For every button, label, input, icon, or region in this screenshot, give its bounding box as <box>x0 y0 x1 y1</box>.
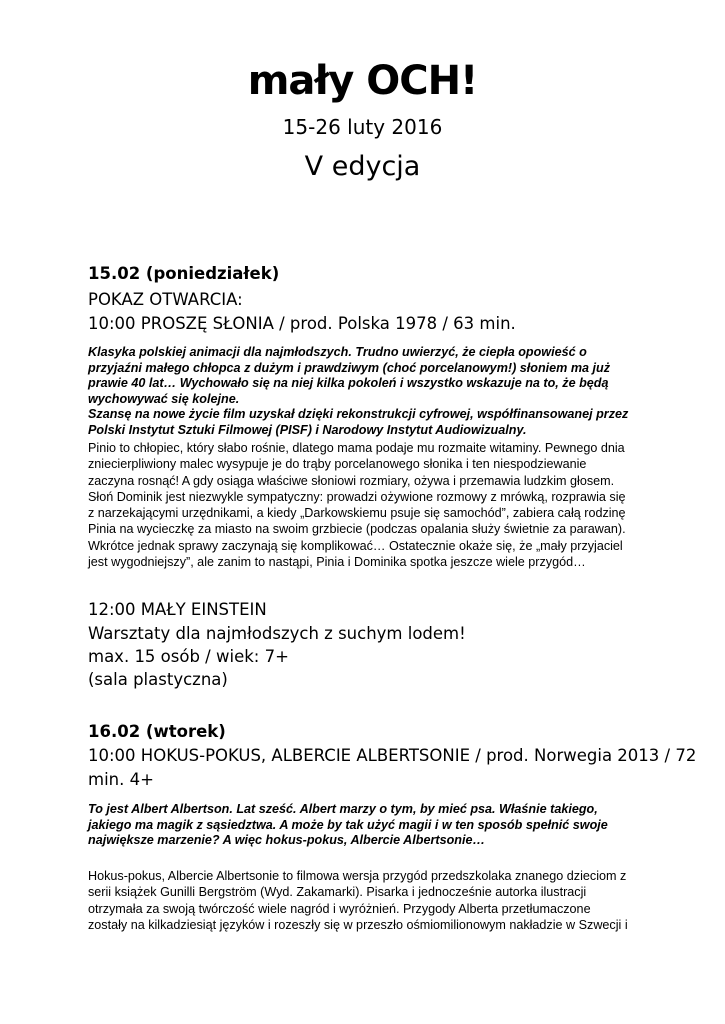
description-line: Słoń Dominik jest niezwykle sympatyczny: prowadzi ożywione rozmowy z mrówką, rozprawia się <box>88 489 626 504</box>
festival-title: mały OCH! <box>247 58 478 104</box>
workshop-limits: max. 15 osób / wiek: 7+ <box>88 647 289 666</box>
description-line: Pinio to chłopiec, który słabo rośnie, dlatego mama podaje mu rozmaite witaminy. Pewnego dnia <box>88 441 625 455</box>
blurb-line: największe marzenie? A więc hokus-pokus, Albercie Albertsonie… <box>88 833 486 848</box>
day1-opening-label: POKAZ OTWARCIA: <box>88 290 243 309</box>
description-line: jest wygodniejszy”, ale zanim to nastąpi, Pinia i Dominika spotka jeszcze wiele przygód… <box>88 555 586 570</box>
description-line: serii książek Gunilli Bergström (Wyd. Zakamarki). Pisarka i jednocześnie autorka ilustracji <box>88 885 587 900</box>
festival-dates: 15-26 luty 2016 <box>282 115 443 139</box>
day1-event1-blurb <box>88 345 648 439</box>
blurb-line: Szansę na nowe życie film uzyskał dzięki rekonstrukcji cyfrowej, współfinansowanej przez <box>88 407 629 422</box>
description-line: zaczyna rosnąć! A gdy osiąga właściwe słoniowi rozmiary, ożywa i przemawia ludzkim głosem. <box>88 473 615 488</box>
day2-event-title-line2: min. 4+ <box>88 770 154 789</box>
blurb-line: Klasyka polskiej animacji dla najmłodszych. Trudno uwierzyć, że ciepła opowieść o <box>88 345 587 359</box>
description-line: Hokus-pokus, Albercie Albertsonie to filmowa wersja przygód przedszkolaka znanego dzieciom z <box>88 869 627 883</box>
description-line: Wkrótce jednak sprawy zaczynają się komplikować… Ostatecznie okaże się, że „mały przyjaciel <box>88 538 623 553</box>
blurb-line: wychowywać się kolejne. <box>88 391 240 406</box>
description-line: Pinia na wycieczkę za miasto na swoim grzbiecie (podczas opalania służy świetnie za parawan). <box>88 522 626 537</box>
blurb-line: Polski Instytut Sztuki Filmowej (PISF) i Narodowy Instytut Audiowizualny. <box>88 422 527 437</box>
workshop-subtitle: Warsztaty dla najmłodszych z suchym lodem! <box>88 624 466 643</box>
workshop-room: (sala plastyczna) <box>88 670 228 689</box>
blurb-line: To jest Albert Albertson. Lat sześć. Albert marzy o tym, by mieć psa. Właśnie takiego, <box>88 802 598 816</box>
description-line: zniecierpliwiony malec wysypuje je do trąby porcelanowego słonika i ten niespodziewanie <box>88 457 587 472</box>
day2-event-description <box>88 868 648 933</box>
workshop-title: 12:00 MAŁY EINSTEIN <box>88 600 267 619</box>
description-line: z narzekającymi urzędnikami, a kiedy „Darkowskiemu psuje się samochód”, zabiera całą rodzinę <box>88 506 626 521</box>
day1-event1-description <box>88 440 648 570</box>
description-line: otrzymała za swoją twórczość wiele nagród i wyróżnień. Przygody Alberta przetłumaczone <box>88 901 591 916</box>
blurb-line: prawie 40 lat… Wychowało się na niej kilka pokoleń i wszystko wskazuje na to, że będą <box>88 376 609 391</box>
day1-heading: 15.02 (poniedziałek) <box>88 264 280 283</box>
festival-edition: V edycja <box>304 151 421 182</box>
day2-event-title-line1: 10:00 HOKUS-POKUS, ALBERCIE ALBERTSONIE / prod. Norwegia 2013 / 72 <box>88 746 697 765</box>
day1-event1-title: 10:00 PROSZĘ SŁONIA / prod. Polska 1978 / 63 min. <box>88 314 516 333</box>
day2-event-blurb <box>88 802 648 849</box>
day2-heading: 16.02 (wtorek) <box>88 722 226 741</box>
description-line: zostały na kilkadziesiąt języków i rozeszły się w przeszło ośmiomilionowym nakładzie w Szwecji i <box>88 917 628 932</box>
blurb-line: przyjaźni małego chłopca z dużym i prawdziwym (choć porcelanowym!) słoniem ma już <box>88 360 611 375</box>
blurb-line: jakiego ma magik z sąsiedztwa. A może by tak użyć magii i w ten sposób spełnić swoje <box>88 817 608 832</box>
